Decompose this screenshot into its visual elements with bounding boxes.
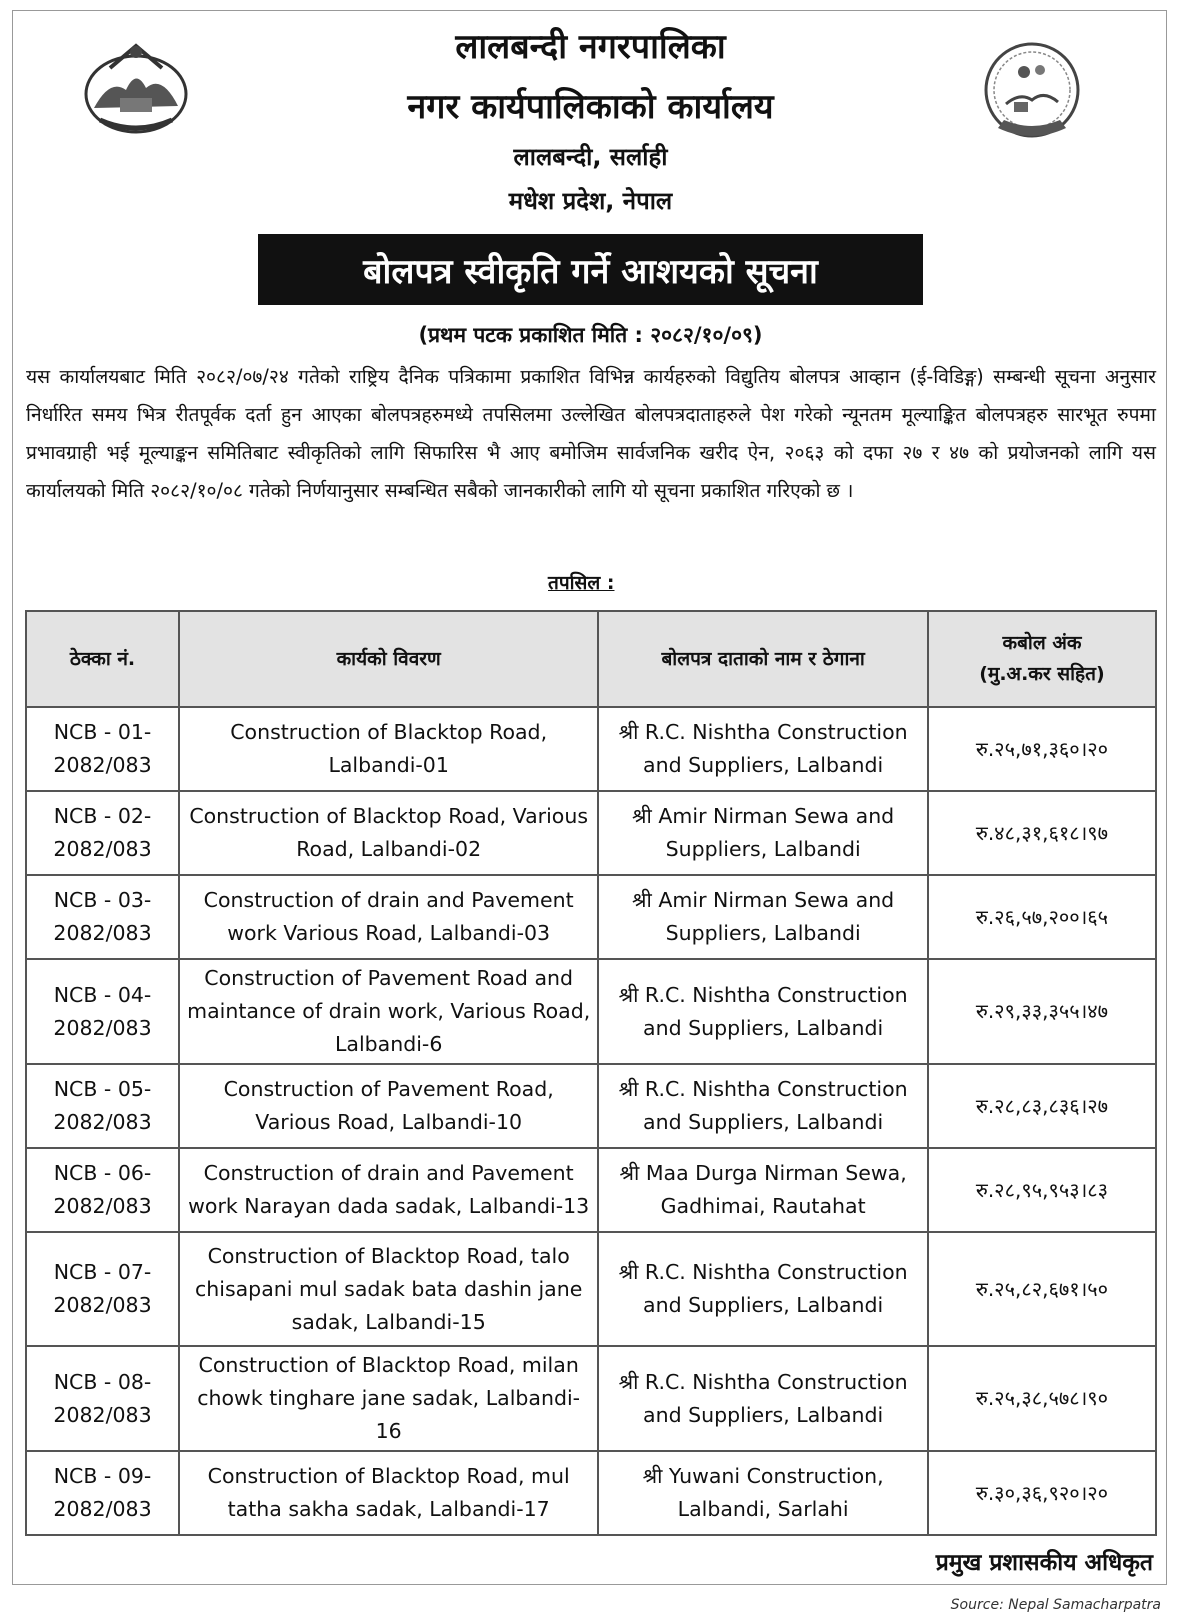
description-cell: Construction of Blacktop Road, mul tatha sakha sadak, Lalbandi-17 [179, 1451, 598, 1535]
contract-no-cell: NCB - 05-2082/083 [26, 1064, 179, 1148]
description-cell: Construction of Blacktop Road, Lalbandi-01 [179, 707, 598, 791]
bidder-cell: श्री R.C. Nishtha Construction and Suppliers, Lalbandi [598, 1346, 928, 1451]
table-row [26, 1148, 1156, 1232]
office-location: लालबन्दी, सर्लाही [513, 143, 668, 171]
table-row [26, 875, 1156, 959]
table-row [26, 1451, 1156, 1535]
header-description: कार्यको विवरण [179, 611, 598, 707]
header-amount [928, 611, 1156, 707]
bidder-cell: श्री Amir Nirman Sewa and Suppliers, Lalbandi [598, 791, 928, 875]
amount-cell: रु.२६,५७,२००।६५ [928, 875, 1156, 959]
amount-cell: रु.४८,३१,६१८।९७ [928, 791, 1156, 875]
contract-no-cell: NCB - 03-2082/083 [26, 875, 179, 959]
bidder-cell: श्री Amir Nirman Sewa and Suppliers, Lalbandi [598, 875, 928, 959]
contract-no-cell: NCB - 07-2082/083 [26, 1232, 179, 1346]
description-cell: Construction of drain and Pavement work Narayan dada sadak, Lalbandi-13 [179, 1148, 598, 1232]
amount-cell: रु.२९,३३,३५५।४७ [928, 959, 1156, 1064]
table-row [26, 1232, 1156, 1346]
source-credit: Source: Nepal Samacharpatra [950, 1597, 1161, 1613]
amount-cell: रु.२८,८३,८३६।२७ [928, 1064, 1156, 1148]
contract-no-cell: NCB - 01-2082/083 [26, 707, 179, 791]
bidder-cell: श्री R.C. Nishtha Construction and Suppliers, Lalbandi [598, 959, 928, 1064]
bid-acceptance-table [25, 610, 1157, 1536]
table-row [26, 1346, 1156, 1451]
bidder-cell: श्री Maa Durga Nirman Sewa, Gadhimai, Rautahat [598, 1148, 928, 1232]
contract-no-cell: NCB - 04-2082/083 [26, 959, 179, 1064]
description-cell: Construction of Blacktop Road, milan chowk tinghare jane sadak, Lalbandi-16 [179, 1346, 598, 1451]
office-name: नगर कार्यपालिकाको कार्यालय [407, 87, 774, 127]
published-date: (प्रथम पटक प्रकाशित मिति : २०८२/१०/०९) [418, 323, 763, 347]
amount-cell: रु.२५,७१,३६०।२० [928, 707, 1156, 791]
amount-cell: रु.२५,८२,६७१।५० [928, 1232, 1156, 1346]
amount-cell: रु.२५,३८,५७८।९० [928, 1346, 1156, 1451]
header-bidder: बोलपत्र दाताको नाम र ठेगाना [598, 611, 928, 707]
table-header-row [26, 611, 1156, 707]
description-cell: Construction of Blacktop Road, Various Road, Lalbandi-02 [179, 791, 598, 875]
bidder-cell: श्री Yuwani Construction, Lalbandi, Sarlahi [598, 1451, 928, 1535]
bidder-cell: श्री R.C. Nishtha Construction and Suppliers, Lalbandi [598, 1232, 928, 1346]
contract-no-cell: NCB - 06-2082/083 [26, 1148, 179, 1232]
schedule-heading: तपसिल : [548, 572, 615, 594]
description-cell: Construction of Pavement Road and maintance of drain work, Various Road, Lalbandi-6 [179, 959, 598, 1064]
amount-cell: रु.२८,९५,९५३।८३ [928, 1148, 1156, 1232]
description-cell: Construction of drain and Pavement work Various Road, Lalbandi-03 [179, 875, 598, 959]
table-row [26, 1064, 1156, 1148]
contract-no-cell: NCB - 02-2082/083 [26, 791, 179, 875]
notice-title-banner: बोलपत्र स्वीकृति गर्ने आशयको सूचना [258, 234, 923, 305]
province-country: मधेश प्रदेश, नेपाल [508, 187, 673, 215]
table-row [26, 959, 1156, 1064]
header-amount-line1: कबोल अंक [1002, 632, 1082, 654]
table-row [26, 707, 1156, 791]
description-cell: Construction of Blacktop Road, talo chisapani mul sadak bata dashin jane sadak, Lalbandi-15 [179, 1232, 598, 1346]
table-row [26, 791, 1156, 875]
amount-cell: रु.३०,३६,९२०।२० [928, 1451, 1156, 1535]
bidder-cell: श्री R.C. Nishtha Construction and Suppliers, Lalbandi [598, 1064, 928, 1148]
signatory-title: प्रमुख प्रशासकीय अधिकृत [935, 1550, 1153, 1576]
municipality-name: लालबन्दी नगरपालिका [455, 27, 726, 67]
description-cell: Construction of Pavement Road, Various Road, Lalbandi-10 [179, 1064, 598, 1148]
notice-body: यस कार्यालयबाट मिति २०८२/०७/२४ गतेको राष्ट्रिय दैनिक पत्रिकामा प्रकाशित विभिन्न कार्यहरुको विद्युतिय बोलपत्र आव्हान (ई-विडिङ्ग) सम्बन्धी सूचना अनुसार निर्धारित समय भित्र रीतपूर्वक दर्ता हुन आएका बोलपत्रहरुमध्ये तपसिलमा उल्लेखित बोलपत्रदाताहरुले पेश गरेको न्यूनतम मूल्याङ्कित बोलपत्रहरु सारभूत रुपमा प्रभावग्राही भई मूल्याङ्कन समितिबाट स्वीकृतिको लागि सिफारिस भै आए बमोजिम सार्वजनिक खरीद ऐन, २०६३ को दफा २७ र ४७ को प्रयोजनको लागि यस कार्यालयको मिति २०८२/१०/०८ गतेको निर्णयानुसार सम्बन्धित सबैको जानकारीको लागि यो सूचना प्रकाशित गरिएको छ । [26, 365, 1156, 502]
bidder-cell: श्री R.C. Nishtha Construction and Suppliers, Lalbandi [598, 707, 928, 791]
contract-no-cell: NCB - 08-2082/083 [26, 1346, 179, 1451]
header-contract-no: ठेक्का नं. [26, 611, 179, 707]
header-amount-line2: (मु.अ.कर सहित) [979, 663, 1105, 685]
contract-no-cell: NCB - 09-2082/083 [26, 1451, 179, 1535]
